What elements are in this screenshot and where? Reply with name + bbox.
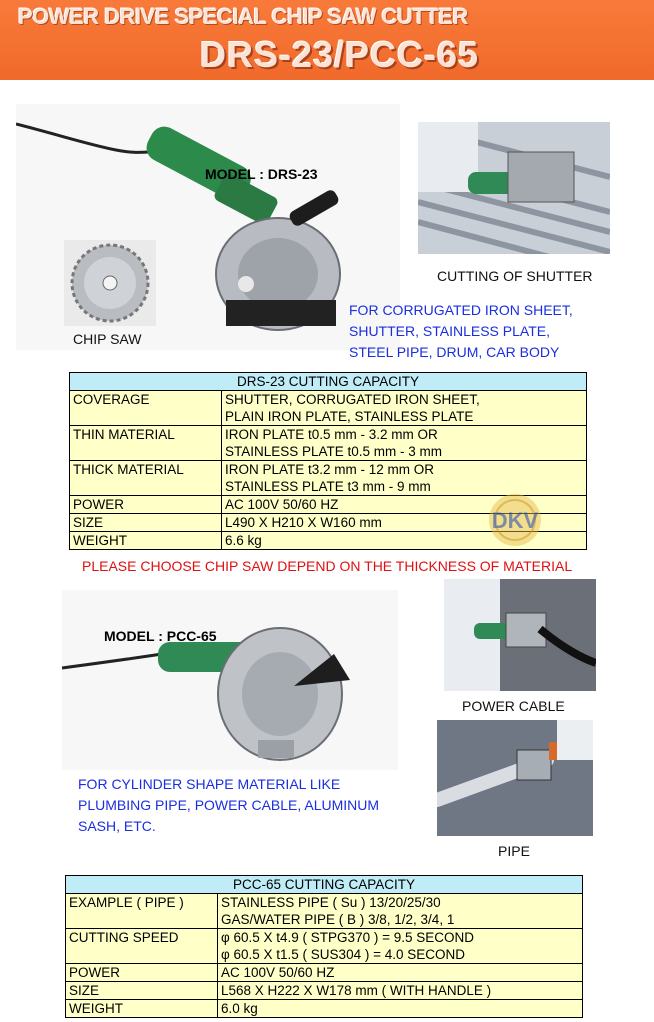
row-value: SHUTTER, CORRUGATED IRON SHEET, PLAIN IRON PLATE, STAINLESS PLATE [222,391,587,426]
row-key: POWER [66,964,218,982]
row-key: CUTTING SPEED [66,929,218,964]
row-value: L490 X H210 X W160 mm [222,514,587,532]
pipe-photo [437,720,593,836]
shutter-photo [418,122,610,254]
drs23-description-line: STEEL PIPE, DRUM, CAR BODY [349,344,560,360]
chip-saw-caption: CHIP SAW [73,331,142,347]
drs23-model-label: MODEL : DRS-23 [205,166,318,182]
row-value: AC 100V 50/60 HZ [218,964,583,982]
row-key: EXAMPLE ( PIPE ) [66,894,218,929]
dkv-watermark-logo [476,490,554,550]
table-row [70,426,587,461]
drs23-description-line: SHUTTER, STAINLESS PLATE, [349,323,550,339]
shutter-caption: CUTTING OF SHUTTER [437,268,593,284]
header-subtitle: POWER DRIVE SPECIAL CHIP SAW CUTTER [18,4,468,29]
row-key: THIN MATERIAL [70,426,222,461]
row-key: SIZE [70,514,222,532]
header-banner [0,0,654,80]
table-row [66,964,583,982]
row-value: IRON PLATE t3.2 mm - 12 mm OR STAINLESS PLATE t3 mm - 9 mm [222,461,587,496]
row-value: IRON PLATE t0.5 mm - 3.2 mm OR STAINLESS PLATE t0.5 mm - 3 mm [222,426,587,461]
table-row [66,929,583,964]
table-title: DRS-23 CUTTING CAPACITY [70,373,587,391]
row-value: 6.6 kg [222,532,587,550]
chip-saw-notice: PLEASE CHOOSE CHIP SAW DEPEND ON THE THICKNESS OF MATERIAL [82,558,573,574]
table-row [66,1000,583,1018]
pcc65-description-line: SASH, ETC. [78,818,156,834]
row-key: WEIGHT [70,532,222,550]
table-row [70,391,587,426]
row-value: STAINLESS PIPE ( Su ) 13/20/25/30 GAS/WATER PIPE ( B ) 3/8, 1/2, 3/4, 1 [218,894,583,929]
pcc65-description-line: FOR CYLINDER SHAPE MATERIAL LIKE [78,776,341,792]
row-value: φ 60.5 X t4.9 ( STPG370 ) = 9.5 SECOND φ 60.5 X t1.5 ( SUS304 ) = 4.0 SECOND [218,929,583,964]
row-value: 6.0 kg [218,1000,583,1018]
pcc65-description-line: PLUMBING PIPE, POWER CABLE, ALUMINUM [78,797,380,813]
row-key: SIZE [66,982,218,1000]
header-title: DRS-23/PCC-65 [200,34,480,75]
power-cable-caption: POWER CABLE [462,698,565,714]
pcc65-tool-photo [62,590,398,770]
row-key: COVERAGE [70,391,222,426]
chip-saw-photo [64,240,156,326]
row-key: WEIGHT [66,1000,218,1018]
pcc65-description [78,774,379,837]
power-cable-photo [444,579,596,691]
row-key: THICK MATERIAL [70,461,222,496]
pipe-caption: PIPE [498,843,530,859]
table-row [66,982,583,1000]
drs23-description-line: FOR CORRUGATED IRON SHEET, [349,302,573,318]
pcc65-model-label: MODEL : PCC-65 [104,628,217,644]
row-value: L568 X H222 X W178 mm ( WITH HANDLE ) [218,982,583,1000]
row-key: POWER [70,496,222,514]
svg-text:DKV: DKV [491,508,539,533]
pcc65-capacity-table [65,875,583,1018]
drs23-description [349,300,573,363]
row-value: AC 100V 50/60 HZ [222,496,587,514]
table-title: PCC-65 CUTTING CAPACITY [66,876,583,894]
table-row [66,894,583,929]
